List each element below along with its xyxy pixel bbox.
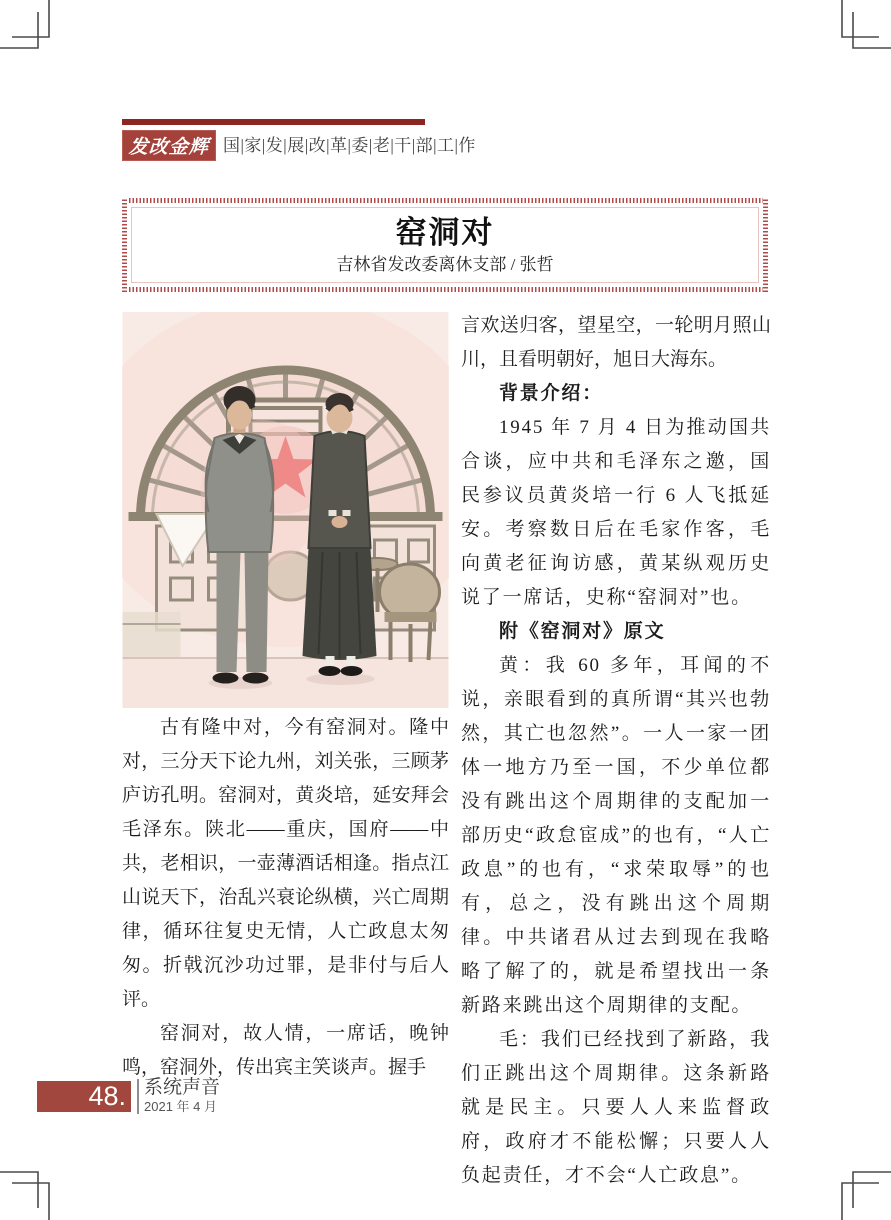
title-inner-frame: [131, 207, 759, 283]
title-border-right: [763, 198, 768, 292]
paragraph: 毛：我们已经找到了新路，我们正跳出这个周期律。这条新路就是民主。只要人人来监督政府，政府才不能松懈；只要人人负起责任，才不会“人亡政息”。: [461, 1029, 771, 1186]
article-byline: 吉林省发改委离休支部 / 张哲: [336, 255, 554, 274]
section-heading-background: 背景介绍：: [499, 383, 604, 404]
paragraph: 1945 年 7 月 4 日为推动国共合谈，应中共和毛泽东之邀，国民参议员黄炎培一行 6 人飞抵延安。考察数日后在毛家作客，毛向黄老征询访感，黄某纵观历史说了一席话，史称“窑洞对”也。: [461, 417, 771, 608]
article-title: 窑洞对: [395, 215, 495, 250]
paragraph: 窑洞对，故人情，一席话，晚钟鸣，窑洞外，传出宾主笑谈声。握手: [122, 1023, 449, 1078]
section-heading-original-text: 附《窑洞对》原文: [499, 621, 666, 642]
title-border-left: [122, 198, 127, 292]
article-title-box: [122, 198, 768, 292]
journal-logo-text: 发改金辉: [128, 137, 210, 158]
issue-date: 2021 年 4 月: [144, 1099, 217, 1114]
figure-huang: [303, 393, 377, 676]
footer-divider: [137, 1079, 139, 1114]
right-column: [461, 309, 771, 1193]
cave-dialogue-painting: [122, 312, 449, 708]
masthead-bar: [122, 119, 425, 125]
page-number-badge: 48.: [37, 1081, 131, 1112]
journal-section-name: 系统声音: [144, 1077, 221, 1098]
paragraph: 言欢送归客，望星空，一轮明月照山川，且看明朝好，旭日大海东。: [461, 315, 771, 370]
paragraph: 黄：我 60 多年，耳闻的不说，亲眼看到的真所谓“其兴也勃然，其亡也忽然”。一人一家一团体一地方乃至一国，不少单位都没有跳出这个周期律的支配加一部历史“政怠宦成”的也有，“人亡政息”的也有，“求荣取辱”的也有，总之，没有跳出这个周期律。中共诸君从过去到现在我略略了解了的，就是希望找出一条新路来跳出这个周期律的支配。: [461, 655, 771, 1016]
left-column: [122, 711, 449, 1085]
paragraph: 古有隆中对，今有窑洞对。隆中对，三分天下论九州，刘关张，三顾茅庐访孔明。窑洞对，黄炎培，延安拜会毛泽东。陕北——重庆，国府——中共，老相识，一壶薄酒话相逢。指点江山说天下，治乱兴衰论纵横，兴亡周期律，循环往复史无情，人亡政息太匆匆。折戟沉沙功过罪，是非付与后人评。: [122, 717, 449, 1010]
journal-logo: [122, 130, 216, 161]
title-border-bottom: [122, 287, 768, 292]
masthead-banner-text: 国|家|发|展|改|革|委|老|干|部|工|作: [223, 136, 476, 155]
title-border-top: [122, 198, 768, 203]
